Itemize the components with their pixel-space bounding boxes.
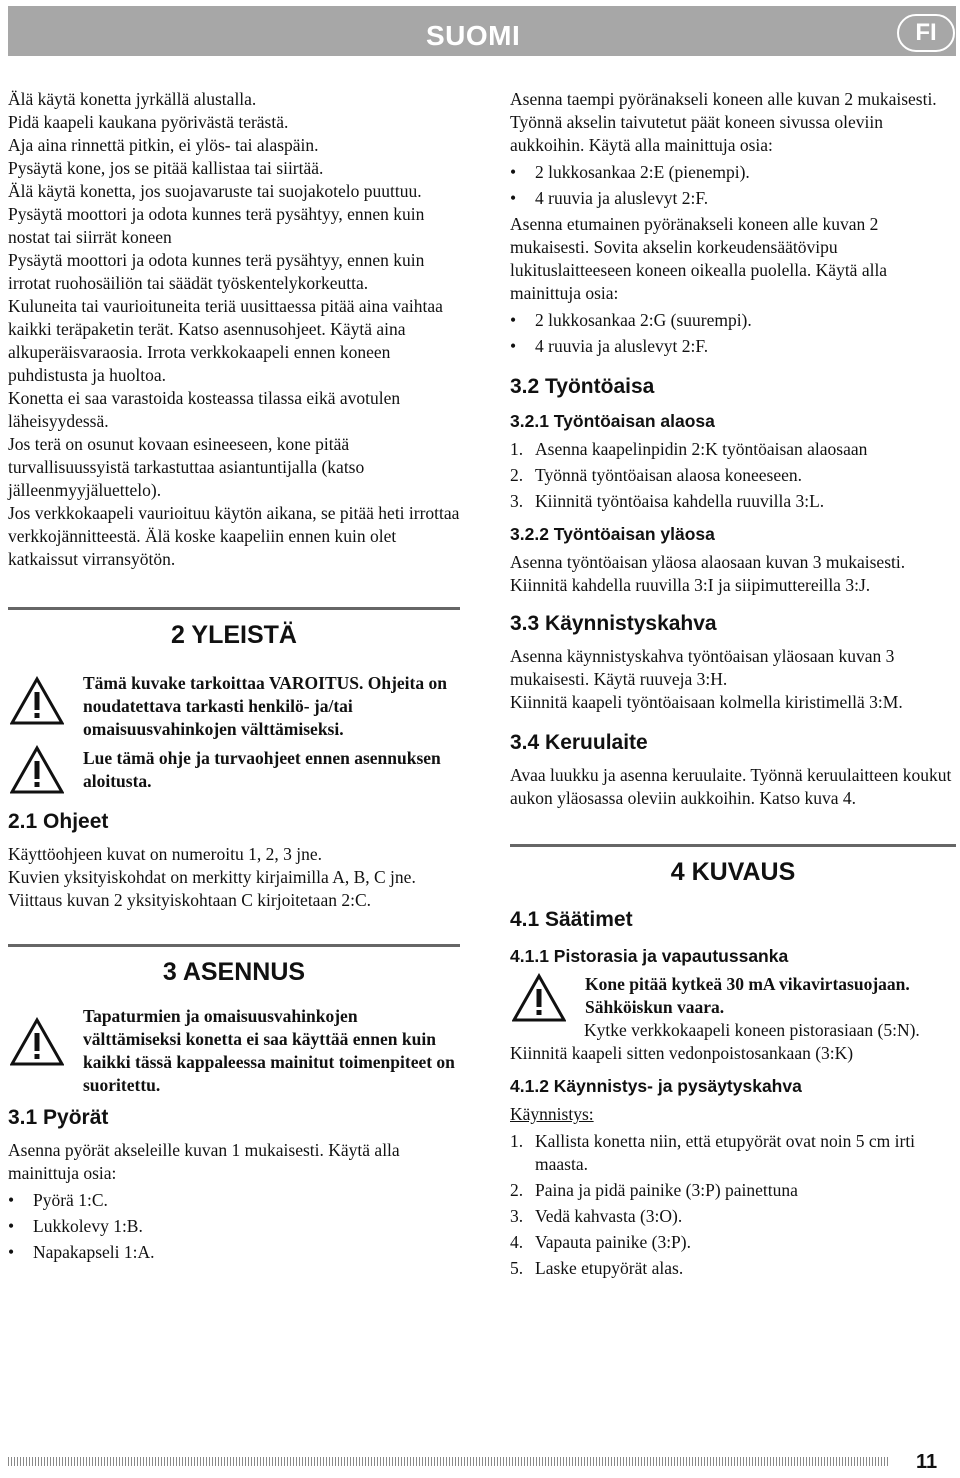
list-item: • 2 lukkosankaa 2:G (suurempi). [510,309,956,332]
language-title: SUOMI [426,20,521,51]
safety-para: Kuluneita tai vaurioituneita teriä uusittaessa pitää aina vaihtaa kaikki teräpaketin terät. Katso asennusohjeet. Käytä aina alkuperäisvaraosia. Irrota verkkokaapeli ennen koneen puhdistusta ja huoltoa. [8,296,443,385]
warning-block [8,747,460,803]
section-3-4-title: 3.4 Keruulaite [510,731,648,754]
warning-icon [512,973,566,1023]
section-4-1-2-title: 4.1.2 Käynnistys- ja pysäytyskahva [510,1076,802,1096]
warning-text: Kone pitää kytkeä 30 mA vikavirtasuojaan. Sähköiskun vaara. [585,974,910,1017]
warning-text: Tapaturmien ja omaisuusvahinkojen välttämiseksi konetta ei saa käyttää ennen kuin kaikki tässä kappaleessa mainitut toimenpiteet on suoritettu. [83,1006,455,1095]
paragraph: Asenna käynnistyskahva työntöaisan yläosaan kuvan 3 mukaisesti. Käytä ruuveja 3:H. [510,646,895,689]
safety-para: Pysäytä moottori ja odota kunnes terä pysähtyy, ennen kuin irrotat ruohosäiliön tai säädät työskentelykorkeutta. [8,250,425,293]
section-3-3-title: 3.3 Käynnistyskahva [510,612,717,635]
warning-icon [10,1017,64,1067]
paragraph: Kuvien yksityiskohdat on merkitty kirjaimilla A, B, C jne. [8,867,416,887]
warning-text: Lue tämä ohje ja turvaohjeet ennen asennuksen aloitusta. [83,748,441,791]
safety-para: Pysäytä moottori ja odota kunnes terä pysähtyy, ennen kuin nostat tai siirrät koneen [8,204,425,247]
right-column [510,88,956,1283]
warning-block [8,1005,460,1097]
warning-text: Tämä kuvake tarkoittaa VAROITUS. Ohjeita on noudatettava tarkasti henkilö- ja/tai omaisuusvahinkojen välttämiseksi. [83,673,447,739]
chapter-4-title: 4 KUVAUS [510,844,956,889]
parts-list [8,1189,460,1264]
paragraph: Kiinnitä kaapeli työntöaisaan kolmella kiristimellä 3:M. [510,692,903,712]
steps-list [510,1130,956,1280]
list-item: • 4 ruuvia ja aluslevyt 2:F. [510,335,956,358]
warning-block [510,973,956,1019]
list-item: • 4 ruuvia ja aluslevyt 2:F. [510,187,956,210]
list-item: • Napakapseli 1:A. [8,1241,460,1264]
safety-para: Älä käytä konetta jyrkällä alustalla. [8,89,257,109]
paragraph: Asenna työntöaisan yläosa alaosaan kuvan 3 mukaisesti. Kiinnitä kahdella ruuvilla 3:I ja siipimuttereilla 3:J. [510,552,906,595]
parts-list [510,161,956,210]
warning-block [8,672,460,741]
list-item: 2. Paina ja pidä painike (3:P) painettuna [510,1180,798,1200]
list-item: 1. Asenna kaapelinpidin 2:K työntöaisan alaosaan [510,439,868,459]
section-3-1-title: 3.1 Pyörät [8,1106,109,1129]
list-item: 5. Laske etupyörät alas. [510,1258,684,1278]
safety-para: Pidä kaapeli kaukana pyörivästä terästä. [8,112,289,132]
safety-para: Jos terä on osunut kovaan esineeseen, kone pitää turvallisuussyistä tarkastuttaa asiantuntijalla (katso jälleenmyyjäluettelo). [8,434,365,500]
paragraph: Avaa luukku ja asenna keruulaite. Työnnä keruulaitteen koukut aukon yläosassa oleviin aukkoihin. Katso kuva 4. [510,765,952,808]
section-4-1-title: 4.1 Säätimet [510,908,633,931]
chapter-3-title: 3 ASENNUS [8,944,460,989]
steps-list [510,438,956,513]
list-item: 3. Vedä kahvasta (3:O). [510,1206,683,1226]
section-2-1-title: 2.1 Ohjeet [8,810,109,833]
paragraph: Asenna taempi pyöränakseli koneen alle kuvan 2 mukaisesti. Työnnä akselin taivutetut päät koneen sivussa oleviin aukkoihin. Käytä alla mainittuja osia: [510,89,937,155]
paragraph: Viittaus kuvan 2 yksityiskohtaan C kirjoitetaan 2:C. [8,890,372,910]
language-code-badge: FI [897,14,955,52]
warning-icon [10,676,64,726]
section-4-1-1-title: 4.1.1 Pistorasia ja vapautussanka [510,946,789,966]
list-item: 4. Vapauta painike (3:P). [510,1232,691,1252]
page-number: 11 [916,1451,938,1473]
list-item: 3. Kiinnitä työntöaisa kahdella ruuvilla 3:L. [510,491,825,511]
paragraph: Asenna etumainen pyöränakseli koneen alle kuvan 2 mukaisesti. Sovita akselin korkeudensäätövipu lukituslaitteeseen koneen oikealla puolella. Käytä alla mainittuja osia: [510,214,888,303]
section-3-2-1-title: 3.2.1 Työntöaisan alaosa [510,411,715,431]
subheading: Käynnistys: [510,1104,594,1124]
paragraph: Kytke verkkokaapeli koneen pistorasiaan (5:N). Kiinnitä kaapeli sitten vedonpoistosankaan (3:K) [510,1020,920,1063]
list-item: • 2 lukkosankaa 2:E (pienempi). [510,161,956,184]
safety-para: Älä käytä konetta, jos suojavaruste tai suojakotelo puuttuu. [8,181,422,201]
list-item: 2. Työnnä työntöaisan alaosa koneeseen. [510,465,803,485]
parts-list [510,309,956,358]
section-3-2-2-title: 3.2.2 Työntöaisan yläosa [510,524,715,544]
list-item: • Lukkolevy 1:B. [8,1215,460,1238]
paragraph: Käyttöohjeen kuvat on numeroitu 1, 2, 3 jne. [8,844,322,864]
left-column [8,88,460,1267]
footer-bar [8,1457,888,1466]
safety-para: Aja aina rinnettä pitkin, ei ylös- tai alaspäin. [8,135,319,155]
section-3-2-title: 3.2 Työntöaisa [510,375,655,398]
list-item: 1. Kallista konetta niin, että etupyörät ovat noin 5 cm irti maasta. [510,1131,916,1174]
safety-para: Pysäytä kone, jos se pitää kallistaa tai siirtää. [8,158,324,178]
warning-icon [10,745,64,795]
chapter-2-title: 2 YLEISTÄ [8,607,460,652]
list-item: • Pyörä 1:C. [8,1189,460,1212]
safety-para: Jos verkkokaapeli vaurioituu käytön aikana, se pitää heti irrottaa verkkojännitteestä. Älä koske kaapeliin ennen kuin olet katkaissut virransyötön. [8,503,460,569]
paragraph: Asenna pyörät akseleille kuvan 1 mukaisesti. Käytä alla mainittuja osia: [8,1140,400,1183]
header-bar [8,6,956,56]
safety-para: Konetta ei saa varastoida kosteassa tilassa eikä avotulen läheisyydessä. [8,388,401,431]
